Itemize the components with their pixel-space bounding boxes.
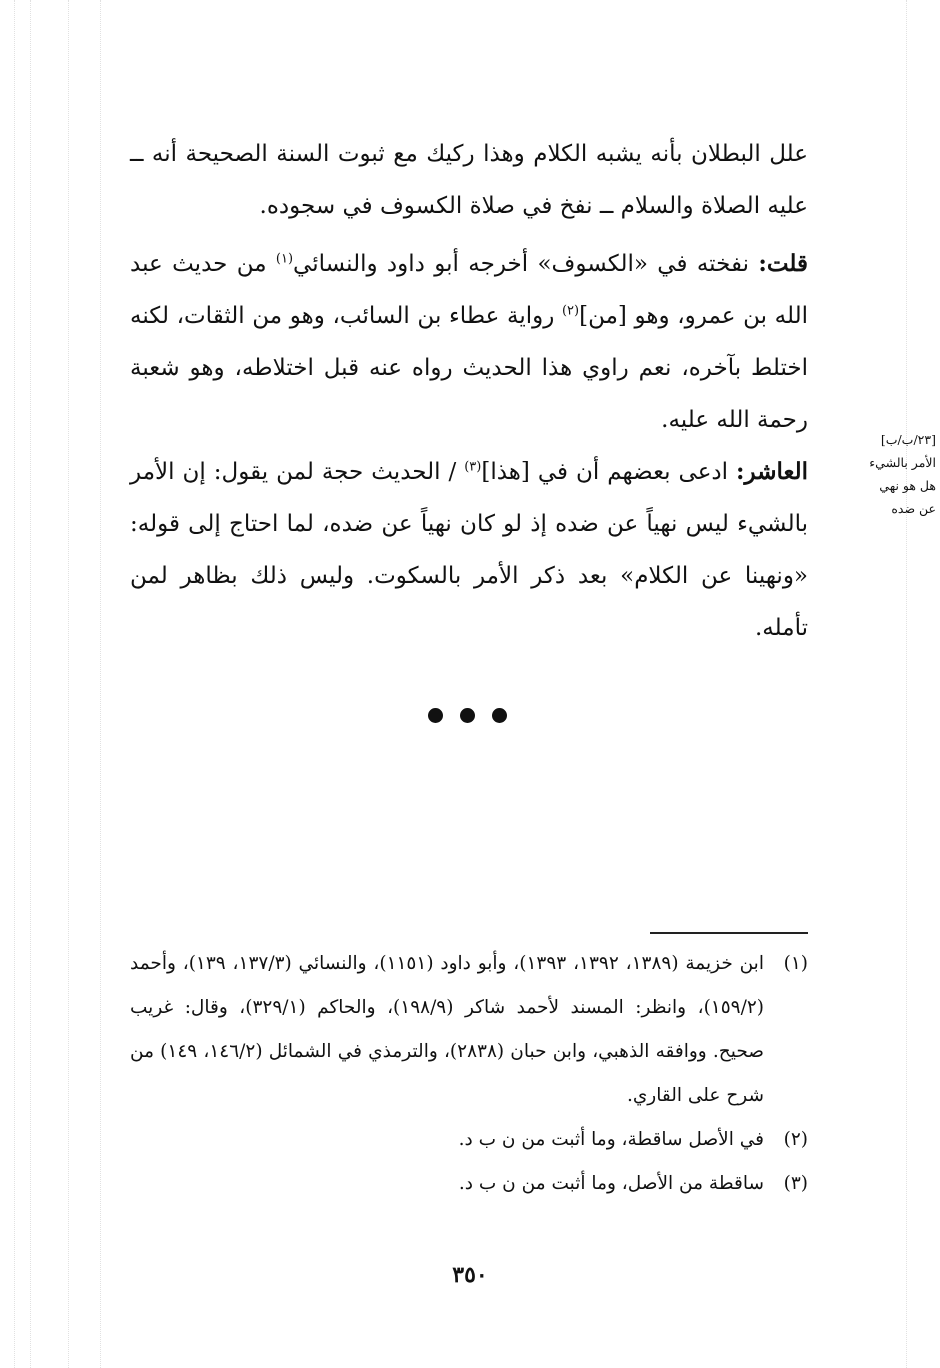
footnote-separator <box>650 932 808 934</box>
footnote-ref-1: (١) <box>275 251 294 267</box>
paragraph-3 <box>130 446 808 654</box>
footnotes <box>130 942 808 1206</box>
margin-note-ref: [٢٣/ب/ب] <box>880 432 936 447</box>
ornament-dot <box>428 708 443 723</box>
scan-artifact-line <box>30 0 31 1368</box>
page-number: ٣٥٠ <box>452 1262 488 1288</box>
scan-artifact-line <box>68 0 69 1368</box>
footnote-ref-3: (٣) <box>464 459 482 475</box>
footnote-number: (١) <box>783 953 808 974</box>
footnote-ref-2: (٢) <box>561 303 580 319</box>
paragraph-2-text-c: رواية عطاء بن السائب، وهو من الثقات، لكنه اختلط بآخره، نعم راوي هذا الحديث رواه عنه قبل اختلاطه، وهو شعبة رحمة الله عليه. <box>130 303 808 433</box>
margin-note-line-1: الأمر بالشيء <box>869 455 936 470</box>
paragraph-3-text-b: / الحديث حجة لمن يقول: إن الأمر بالشيء ليس نهياً عن ضده إذ لو كان نهياً عن ضده، لما احتاج إلى قوله: «ونهينا عن الكلام» بعد ذكر الأمر بالسكوت. وليس ذلك بظاهر لمن تأمله. <box>130 459 808 641</box>
ornament-dot <box>460 708 475 723</box>
ornament-dot <box>492 708 507 723</box>
paragraph-1 <box>130 128 808 232</box>
footnote-number: (٣) <box>783 1173 808 1194</box>
paragraph-1-text: علل البطلان بأنه يشبه الكلام وهذا ركيك مع ثبوت السنة الصحيحة أنه ــ عليه الصلاة والسلام ــ نفخ في صلاة الكسوف في سجوده. <box>130 141 808 219</box>
main-text <box>130 128 808 654</box>
footnote-text: ساقطة من الأصل، وما أثبت من ن ب د. <box>458 1173 764 1194</box>
margin-note-line-2: هل هو نهي <box>879 478 936 493</box>
scan-artifact-line <box>100 0 101 1368</box>
section-divider-ornament <box>428 708 507 723</box>
footnote-number: (٢) <box>783 1129 808 1150</box>
margin-note <box>826 428 936 520</box>
paragraph-2-text-a: نفخته في «الكسوف» أخرجه أبو داود والنسائي <box>293 251 749 277</box>
paragraph-2 <box>130 238 808 446</box>
margin-note-line-3: عن ضده <box>891 501 936 516</box>
footnote-3 <box>130 1162 808 1206</box>
scan-artifact-line <box>14 0 15 1368</box>
footnote-text: ابن خزيمة (١٣٨٩، ١٣٩٢، ١٣٩٣)، وأبو داود (١١٥١)، والنسائي (١٣٧/٣، ١٣٩)، وأحمد (١٥٩/٢)، وانظر: المسند لأحمد شاكر (١٩٨/٩)، والحاكم (٣٢٩/١)، وقال: غريب صحيح. ووافقه الذهبي، وابن حبان (٢٨٣٨)، والترمذي في الشمائل (١٤٦/٢، ١٤٩) من شرح على القاري. <box>130 953 764 1106</box>
footnote-2 <box>130 1118 808 1162</box>
paragraph-2-text-b: من حديث عبد الله بن عمرو، وهو [من] <box>130 251 808 329</box>
paragraph-3-lead: العاشر: <box>736 458 809 485</box>
paragraph-3-text-a: ادعى بعضهم أن في [هذا] <box>481 459 729 485</box>
paragraph-2-lead: قلت: <box>758 250 809 277</box>
footnote-text: في الأصل ساقطة، وما أثبت من ن ب د. <box>458 1129 764 1150</box>
footnote-1 <box>130 942 808 1118</box>
scan-artifact-line <box>906 0 907 1368</box>
